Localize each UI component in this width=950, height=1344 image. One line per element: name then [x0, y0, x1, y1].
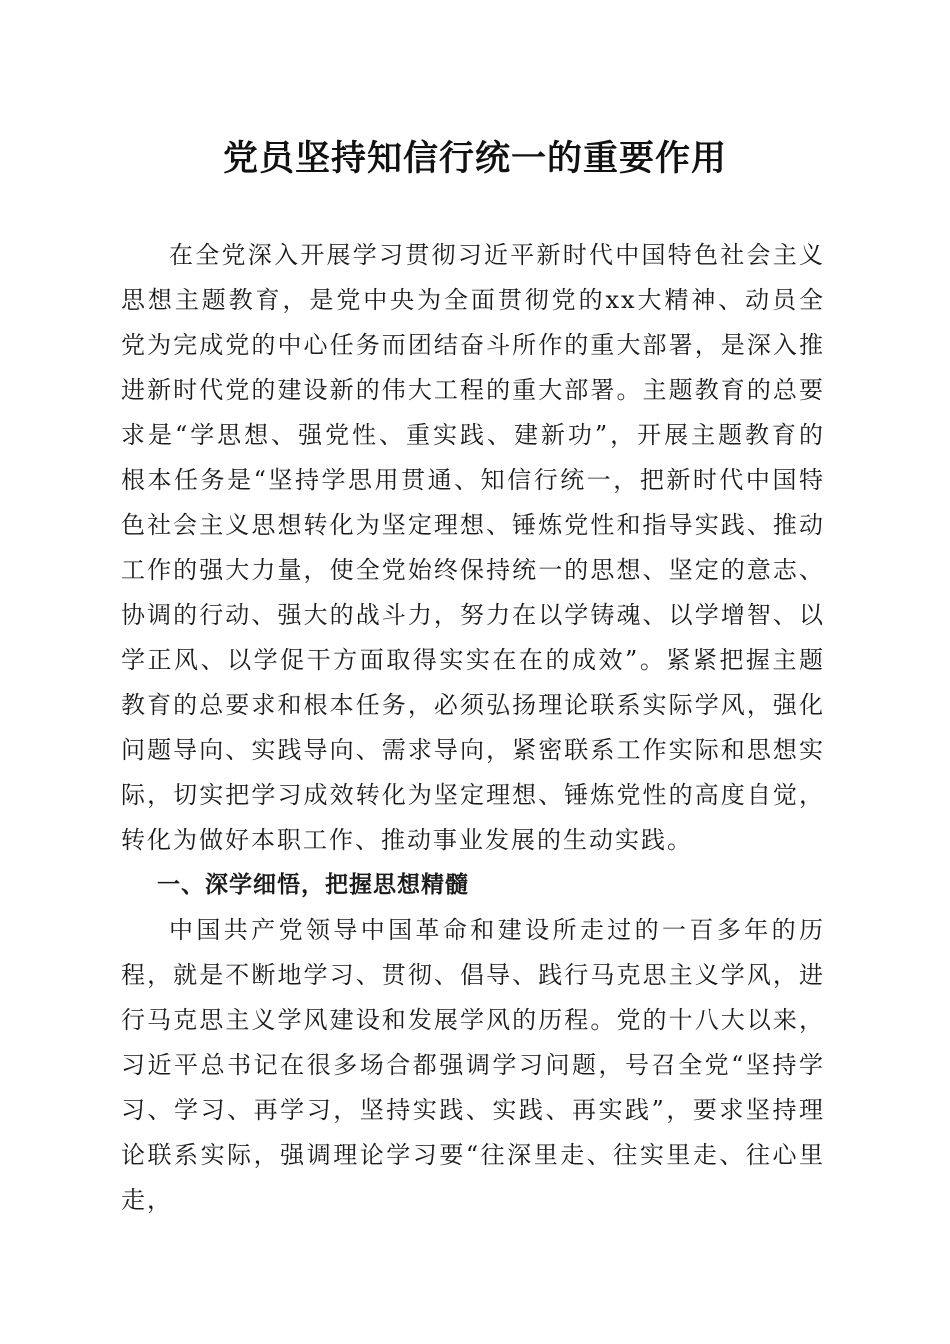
paragraph-intro: 在全党深入开展学习贯彻习近平新时代中国特色社会主义思想主题教育，是党中央为全面贯彻党的xx大精神、动员全党为完成党的中心任务而团结奋斗所作的重大部署，是深入推进新时代党的建设新的伟大工程的重大部署。主题教育的总要求是“学思想、强党性、重实践、建新功”，开展主题教育的根本任务是“坚持学思用贯通、知信行统一，把新时代中国特色社会主义思想转化为坚定理想、锤炼党性和指导实践、推动工作的强大力量，使全党始终保持统一的思想、坚定的意志、协调的行动、强大的战斗力，努力在以学铸魂、以学增智、以学正风、以学促干方面取得实实在在的成效”。紧紧把握主题教育的总要求和根本任务，必须弘扬理论联系实际学风，强化问题导向、实践导向、需求导向，紧密联系工作实际和思想实际，切实把学习成效转化为坚定理想、锤炼党性的高度自觉，转化为做好本职工作、推动事业发展的生动实践。	[121, 241, 825, 854]
section-heading-1: 一、深学细悟，把握思想精髓	[157, 872, 469, 898]
document-body	[121, 233, 825, 1223]
paragraph-section-1: 中国共产党领导中国革命和建设所走过的一百多年的历程，就是不断地学习、贯彻、倡导、践行马克思主义学风，进行马克思主义学风建设和发展学风的历程。党的十八大以来，习近平总书记在很多场合都强调学习问题，号召全党“坚持学习、学习、再学习，坚持实践、实践、再实践”，要求坚持理论联系实际，强调理论学习要“往深里走、往实里走、往心里走，	[121, 916, 825, 1214]
document-title: 党员坚持知信行统一的重要作用	[222, 138, 727, 179]
